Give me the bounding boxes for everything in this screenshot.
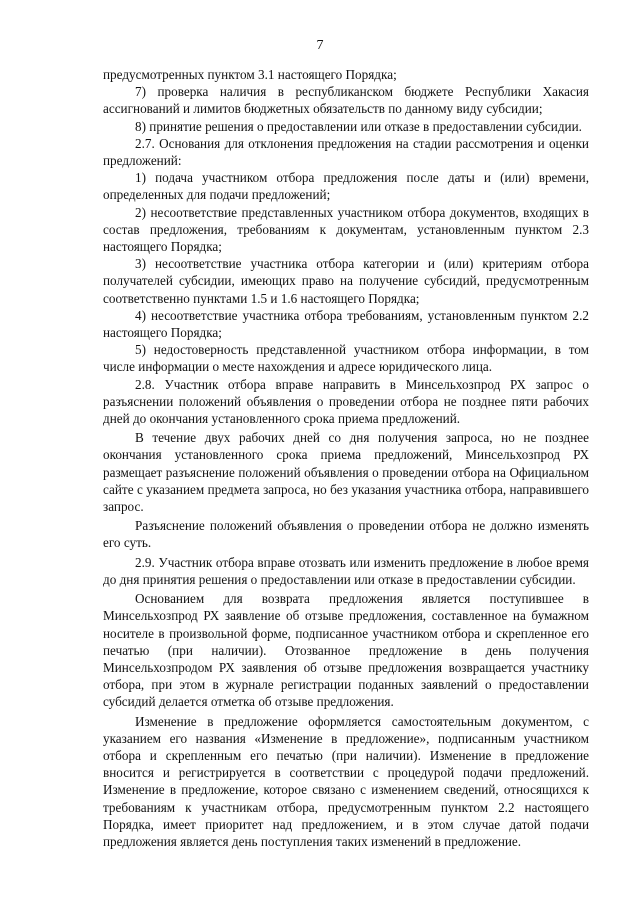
paragraph: 2.7. Основания для отклонения предложения на стадии рассмотрения и оценки предложений:: [103, 135, 589, 169]
paragraph: 3) несоответствие участника отбора категории и (или) критериям отбора получателей субсидии, имеющих право на получение субсидий, предусмотренным соответственно пунктами 1.5 и 1.6 настоящего Порядка;: [103, 256, 589, 306]
paragraph: 2.8. Участник отбора вправе направить в Минсельхозпрод РХ запрос о разъяснении положений объявления о проведении отбора не позднее пяти рабочих дней до окончания установленного срока приема предложений.: [103, 376, 589, 427]
paragraph: 7) проверка наличия в республиканском бюджете Республики Хакасия ассигнований и лимитов бюджетных обязательств по данному виду субсидии;: [103, 84, 589, 117]
paragraph: предусмотренных пунктом 3.1 настоящего Порядка;: [103, 67, 397, 82]
page-number: 7: [316, 38, 324, 53]
paragraph: 2.9. Участник отбора вправе отозвать или изменить предложение в любое время до дня принятия решения о предоставлении или отказе в предоставлении субсидии.: [103, 554, 589, 587]
paragraph: В течение двух рабочих дней со дня получения запроса, но не позднее окончания установленного срока приема предложений, Минсельхозпрод РХ размещает разъяснение положений объявления о проведении отбора на Официальном сайте с указанием предмета запроса, но без указания участника отбора, направившего запрос.: [103, 430, 589, 515]
paragraph: 5) недостоверность представленной участником отбора информации, в том числе информации о месте нахождения и адресе юридического лица.: [103, 342, 589, 375]
paragraph: 4) несоответствие участника отбора требованиям, установленным пунктом 2.2 настоящего Порядка;: [103, 307, 589, 341]
document-body: [103, 66, 589, 850]
paragraph: 1) подача участником отбора предложения после даты и (или) времени, определенных для подачи предложений;: [103, 170, 589, 203]
paragraph: 2) несоответствие представленных участником отбора документов, входящих в состав предложения, требованиям к документам, установленным пунктом 2.3 настоящего Порядка;: [103, 204, 589, 255]
paragraph: Изменение в предложение оформляется самостоятельным документом, с указанием его названия «Изменение в предложение», подписанным участником отбора и скрепленным его печатью (при наличии). Изменение в предложение вносится и регистрируется в соответствии с процедурой подачи предложений. Изменение в предложение, которое связано с изменением сведений, относящихся к требованиям к участникам отбора, предусмотренным пунктом 2.2 настоящего Порядка, имеет приоритет над предложением, и в этом случае датой подачи предложения является день поступления таких изменений в предложение.: [103, 713, 589, 849]
paragraph: Основанием для возврата предложения является поступившее в Минсельхозпрод РХ заявление об отзыве предложения, составленное на бумажном носителе в произвольной форме, подписанное участником отбора и скрепленное его печатью (при наличии). Отозванное предложение в день получения Минсельхозпродом РХ заявления об отзыве предложения возвращается участнику отбора, при этом в журнале регистрации поданных заявлений о предоставлении субсидий делается отметка об отзыве предложения.: [103, 591, 589, 710]
paragraph: 8) принятие решения о предоставлении или отказе в предоставлении субсидии.: [135, 118, 582, 134]
paragraph: Разъяснение положений объявления о проведении отбора не должно изменять его суть.: [103, 518, 589, 551]
